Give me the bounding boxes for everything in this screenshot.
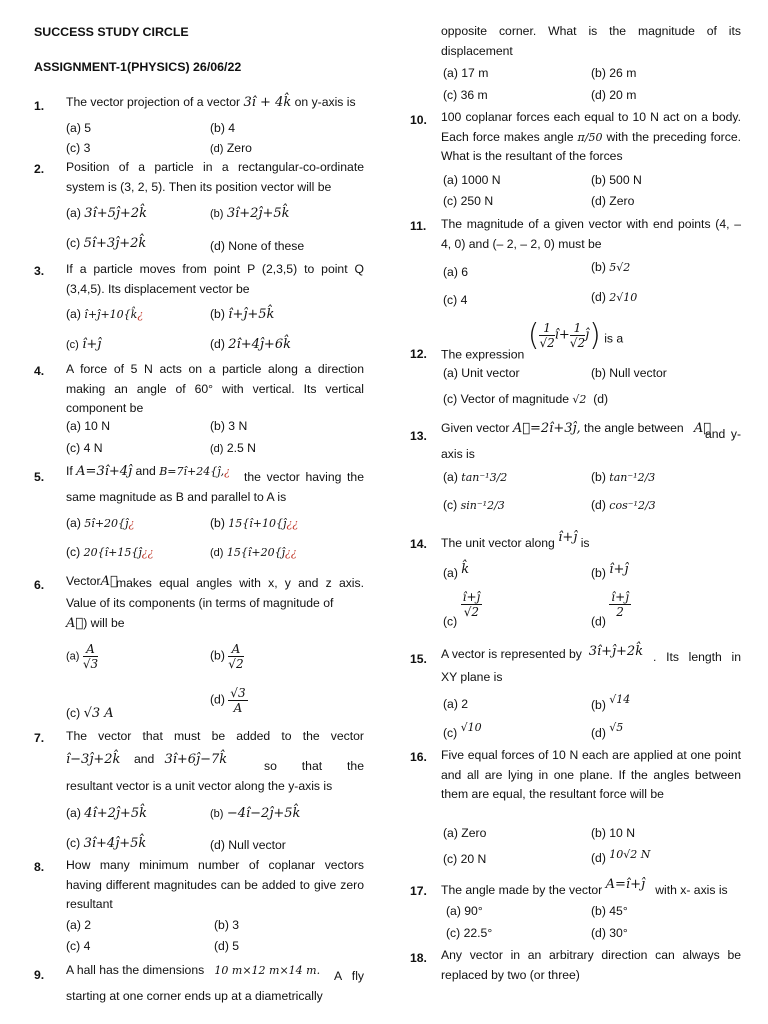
option-value: 15{î+20{ĵ xyxy=(226,546,285,559)
option-value: √14 xyxy=(609,693,631,706)
option-label: (d) xyxy=(210,547,224,559)
option-value: 5î+3ĵ+2k̂ xyxy=(83,236,147,251)
option-a: (a) Unit vector xyxy=(443,366,520,380)
garbled-glyph: ¿ xyxy=(128,517,135,530)
question-number: 17. xyxy=(410,884,427,898)
option-label: (b) xyxy=(591,470,606,484)
option-a xyxy=(66,307,143,321)
question-text-rest: so that the resultant vector is a unit vector along the y-axis is xyxy=(66,759,364,793)
option-label: (b) xyxy=(210,208,224,220)
question-text xyxy=(66,95,356,110)
option-d xyxy=(591,848,650,865)
question-text-rest: makes equal angles with x, y and z axis. Value of its components (in terms of magnitude of xyxy=(66,576,364,610)
question-text-end xyxy=(66,616,125,631)
question-number: 16. xyxy=(410,750,427,764)
option-value: î+ĵ+10{k̂ xyxy=(84,308,138,321)
question-text-start: The expression xyxy=(441,347,525,362)
option-d: (d) 30° xyxy=(591,926,628,940)
question-number: 2. xyxy=(34,162,45,176)
unit-vector-i: î xyxy=(554,327,559,343)
numerator: î+ĵ xyxy=(462,590,481,604)
option-label: (a) xyxy=(66,806,81,820)
question-number: 13. xyxy=(410,429,427,443)
option-b xyxy=(591,260,630,274)
option-value: 3î+5ĵ+2k̂ xyxy=(84,206,147,221)
option-b: (b) 26 m xyxy=(591,66,637,80)
option-value: î+ĵ xyxy=(609,562,629,577)
question-text-tail: ) will be xyxy=(83,616,125,630)
question-text xyxy=(441,877,728,897)
option-c xyxy=(66,337,101,352)
garbled-glyph: ¿¿ xyxy=(284,546,297,559)
garbled-glyph: ¿¿ xyxy=(286,517,299,530)
option-label: (c) xyxy=(66,236,81,250)
option-c: (c) 22.5° xyxy=(446,926,493,940)
option-value: √10 xyxy=(460,721,482,734)
option-value: √3 A xyxy=(83,706,114,721)
option-label: (d) xyxy=(210,143,224,155)
question-text: Five equal forces of 10 N each are applied at one point and all are lying in one plane. If the angles between them are equal, the resultant force will be xyxy=(441,748,741,801)
option-label: (b) xyxy=(210,516,225,530)
question-text-start: 100 coplanar forces each equal to 10 N act on a body. Each force makes angle xyxy=(441,110,741,144)
option-label: (d) xyxy=(591,498,606,512)
option-value: 4î+2ĵ+5k̂ xyxy=(84,806,147,821)
option-a xyxy=(66,206,147,221)
fraction xyxy=(461,590,483,619)
option-a: (a) 1000 N xyxy=(443,173,501,187)
option-c: (c) 4 N xyxy=(66,441,103,455)
option-a xyxy=(443,470,507,484)
option-label: (d) xyxy=(591,851,606,865)
option-b: (b) 500 N xyxy=(591,173,642,187)
question-text: opposite corner. What is the magnitude of its displacement xyxy=(441,24,741,58)
option-b: (b) 3 N xyxy=(210,419,248,433)
conjunction: and xyxy=(135,464,156,478)
question-text-end: with x- axis is xyxy=(655,883,728,897)
option-label: (d) xyxy=(210,337,225,351)
question-number: 4. xyxy=(34,364,45,378)
option-label: (d) xyxy=(210,443,224,455)
option-label: (d) xyxy=(591,290,606,304)
option-c xyxy=(66,836,146,851)
question-number: 7. xyxy=(34,731,45,745)
numerator: î+ĵ xyxy=(611,590,629,604)
question-text-rest: . Its length in XY plane is xyxy=(441,650,741,684)
numerator: 1 xyxy=(570,321,585,336)
option-value: √5 xyxy=(609,721,624,734)
vector-expression: 3î+ĵ+2k̂ xyxy=(588,644,644,659)
option-d xyxy=(591,498,656,512)
option-a: (a) 6 xyxy=(443,265,469,279)
question-text-end: with the preceding force. What is the resultant of the forces xyxy=(441,129,741,163)
question-text-end: is xyxy=(580,536,590,550)
question-number: 15. xyxy=(410,652,427,666)
numerator: 1 xyxy=(539,321,554,336)
option-c: (c) 4 xyxy=(66,939,91,953)
denominator: A xyxy=(233,701,243,715)
option-c xyxy=(443,721,482,740)
option-d xyxy=(210,686,248,715)
option-value: tan⁻¹3/2 xyxy=(461,471,508,484)
option-a: (a) Zero xyxy=(443,826,487,840)
question-text: If a particle moves from point P (2,3,5) to point Q (3,4,5). Its displacement vector be xyxy=(66,262,364,296)
option-label: (c) xyxy=(443,498,458,512)
vector-expression: î+ĵ xyxy=(558,530,578,545)
option-d: (d) xyxy=(593,392,609,406)
vector-symbol: A⃗ xyxy=(66,616,84,631)
option-label: (b) xyxy=(591,566,606,580)
option-label: (c) xyxy=(443,614,458,629)
option-a: (a) 2 xyxy=(66,918,92,932)
question-text-start: The vector projection of a vector xyxy=(66,95,241,109)
unit-vector-j: ĵ xyxy=(585,327,590,343)
question-text-mid: the angle between xyxy=(584,421,684,435)
option-a xyxy=(66,516,134,530)
question-text: The vector that must be added to the vector xyxy=(66,729,364,743)
hall-dimensions: 10 m×12 m×14 m. xyxy=(214,964,321,977)
option-d: (d) Zero xyxy=(591,194,635,208)
option-d: (d) Null vector xyxy=(210,838,286,852)
option-value: 5√2 xyxy=(609,261,631,274)
question-number: 3. xyxy=(34,264,45,278)
denominator: √3 xyxy=(82,657,99,671)
option-value: 5î+20{ĵ xyxy=(84,517,129,530)
option-b xyxy=(210,642,244,671)
option-value: 3î+4ĵ+5k̂ xyxy=(83,836,147,851)
vector-symbol: A⃗ xyxy=(693,421,712,436)
option-c xyxy=(443,498,505,512)
fraction xyxy=(83,642,98,671)
option-d xyxy=(210,441,256,455)
vector-two: 3î+6ĵ−7k̂ xyxy=(164,752,228,767)
option-a xyxy=(443,562,469,580)
option-label: (b) xyxy=(591,698,606,712)
option-c: (c) 20 N xyxy=(443,852,487,866)
question-text-start: The unit vector along xyxy=(441,536,555,550)
option-d xyxy=(591,721,623,740)
option-value: tan⁻¹2/3 xyxy=(609,471,656,484)
option-label: (d) xyxy=(210,692,225,707)
option-value: 2√10 xyxy=(609,291,638,304)
question-text xyxy=(441,530,590,550)
garbled-glyph: ¿¿ xyxy=(141,546,154,559)
question-text-start: A hall has the dimensions xyxy=(66,963,205,977)
option-b: (b) 3 xyxy=(214,918,240,932)
vector-one: î−3ĵ+2k̂ xyxy=(66,752,121,767)
question-number: 8. xyxy=(34,860,45,874)
option-value: (c) Vector of magnitude xyxy=(443,392,569,406)
option-c xyxy=(66,706,114,721)
fraction-two xyxy=(570,321,585,350)
option-value: 2.5 N xyxy=(226,441,256,455)
question-number: 18. xyxy=(410,951,427,965)
angle-value: π/50 xyxy=(577,130,603,144)
question-text-start: The angle made by the vector xyxy=(441,883,603,897)
option-b xyxy=(210,516,298,530)
option-label: (b) xyxy=(210,648,225,663)
option-d: (d) None of these xyxy=(210,239,305,253)
option-label: (b) xyxy=(210,808,224,820)
question-text xyxy=(441,318,623,362)
option-b xyxy=(591,562,628,580)
right-paren: ) xyxy=(589,318,601,353)
denominator: √2 xyxy=(569,336,586,350)
option-b xyxy=(210,806,300,821)
question-text: How many minimum number of coplanar vectors having different magnitudes can be added to give zero resultant xyxy=(66,858,364,911)
option-a: (a) 17 m xyxy=(443,66,489,80)
option-value: −4î−2ĵ+5k̂ xyxy=(226,806,301,821)
option-c: (c) 250 N xyxy=(443,194,494,208)
left-paren: ( xyxy=(527,318,540,353)
question-text-rest: the vector having the same magnitude as B and parallel to A is xyxy=(66,470,364,504)
denominator: 2 xyxy=(616,605,624,619)
option-d xyxy=(591,290,637,304)
option-value: sin⁻¹2/3 xyxy=(460,499,505,512)
institute-title: SUCCESS STUDY CIRCLE xyxy=(34,25,189,39)
option-label: (c) xyxy=(443,726,458,740)
option-value: 10√2 N xyxy=(609,848,651,861)
option-a: (a) 10 N xyxy=(66,419,111,433)
option-value: 2î+4ĵ+6k̂ xyxy=(228,337,291,352)
option-label: (a) xyxy=(66,206,81,220)
denominator: √2 xyxy=(463,605,480,619)
question-number: 14. xyxy=(410,537,427,551)
option-value: k̂ xyxy=(461,562,470,577)
fraction xyxy=(609,590,631,619)
question-text xyxy=(441,108,741,166)
question-text: The magnitude of a given vector with end points (4, – 4, 0) and (– 2, – 2, 0) must be xyxy=(441,217,741,251)
question-number: 1. xyxy=(34,99,45,113)
option-label: (a) xyxy=(443,566,458,580)
option-value: î+ĵ+5k̂ xyxy=(228,307,275,322)
numerator: A xyxy=(228,642,243,657)
option-b xyxy=(210,206,290,221)
assignment-title: ASSIGNMENT-1(PHYSICS) 26/06/22 xyxy=(34,60,242,74)
option-label: (c) xyxy=(66,836,81,850)
option-value: 3î+2ĵ+5k̂ xyxy=(226,206,290,221)
question-text-end: on y-axis is xyxy=(294,95,356,109)
vector-expression: A⃗=2î+3ĵ, xyxy=(512,421,581,436)
option-c xyxy=(66,545,154,559)
option-c: (c) 3 xyxy=(66,141,91,155)
numerator: √3 xyxy=(230,686,246,700)
fraction xyxy=(228,642,243,671)
question-number: 6. xyxy=(34,578,45,592)
question-text: Position of a particle in a rectangular-co-ordinate system is (3, 2, 5). Then its position vector will be xyxy=(66,160,364,194)
garbled-glyph: ¿ xyxy=(137,308,144,321)
option-label: (b) xyxy=(591,260,606,274)
option-b xyxy=(591,470,655,484)
option-value: 15{î+10{ĵ xyxy=(228,517,287,530)
option-c xyxy=(66,236,146,251)
option-label: (a) xyxy=(443,470,458,484)
vector-expression: 3î + 4k̂ xyxy=(243,95,292,110)
question-text-rest: and y-axis is xyxy=(441,427,741,461)
plus-sign: + xyxy=(558,327,570,343)
question-text-end: is a xyxy=(604,331,624,346)
question-text-rest: A fly starting at one corner ends up at a diametrically xyxy=(66,969,364,1003)
option-label: (c) xyxy=(66,545,81,559)
question-text-start: Given vector xyxy=(441,421,510,435)
option-label: (c) xyxy=(66,706,81,720)
option-b xyxy=(591,693,630,712)
option-label: (a) xyxy=(66,307,81,321)
option-d xyxy=(210,545,297,559)
option-c xyxy=(443,392,608,406)
option-a xyxy=(66,642,98,671)
question-number: 9. xyxy=(34,968,45,982)
question-text: Any vector in an arbitrary direction can always be replaced by two (or three) xyxy=(441,948,741,982)
vector-a: A=3î+4ĵ xyxy=(76,464,133,479)
option-label: (a) xyxy=(66,650,80,663)
option-label: (b) xyxy=(210,307,225,321)
question-number: 12. xyxy=(410,347,427,361)
option-b xyxy=(210,307,274,322)
option-value: Zero xyxy=(226,141,252,155)
option-b: (b) 10 N xyxy=(591,826,636,840)
question-text-start: A vector is represented by xyxy=(441,647,582,661)
option-b: (b) 45° xyxy=(591,904,628,918)
vector-symbol: A⃗ xyxy=(100,574,118,589)
question-text: A force of 5 N acts on a particle along a direction making an angle of 60° with vertical. Its vertical component be xyxy=(66,362,364,415)
option-value: 20{î+15{ĵ xyxy=(83,546,142,559)
question-text-start: Vector xyxy=(66,574,101,588)
option-a: (a) 5 xyxy=(66,121,92,135)
option-d xyxy=(210,141,252,155)
option-value: cos⁻¹2/3 xyxy=(609,499,656,512)
option-b: (b) Null vector xyxy=(591,366,667,380)
option-value: î+ĵ xyxy=(82,337,102,352)
option-b: (b) 4 xyxy=(210,121,236,135)
option-c: (c) 4 xyxy=(443,293,468,307)
question-number: 5. xyxy=(34,470,45,484)
option-label: (a) xyxy=(66,516,81,530)
option-label: (d) xyxy=(591,726,606,740)
option-d xyxy=(210,337,291,352)
vector-expression: A=î+ĵ xyxy=(605,877,646,892)
denominator: √2 xyxy=(539,336,555,350)
option-c: (c) 36 m xyxy=(443,88,488,102)
denominator: √2 xyxy=(228,657,244,671)
option-a xyxy=(66,806,147,821)
question-text-start: If xyxy=(66,464,73,478)
option-a: (a) 2 xyxy=(443,697,469,711)
option-d: (d) 5 xyxy=(214,939,240,953)
option-label: (d) xyxy=(591,614,606,629)
magnitude-value: √2 xyxy=(572,393,587,406)
question-number: 11. xyxy=(410,219,427,233)
question-number: 10. xyxy=(410,113,427,127)
option-c xyxy=(443,590,482,629)
option-d xyxy=(591,590,631,629)
vector-b: B=7î+24{ĵ, xyxy=(159,465,225,478)
fraction xyxy=(228,686,247,715)
numerator: A xyxy=(83,642,98,657)
option-d: (d) 20 m xyxy=(591,88,637,102)
fraction-one xyxy=(539,321,554,350)
option-a: (a) 90° xyxy=(446,904,483,918)
option-label: (c) xyxy=(66,339,79,351)
conjunction: and xyxy=(133,752,155,766)
garbled-glyph: ¿ xyxy=(224,465,231,478)
